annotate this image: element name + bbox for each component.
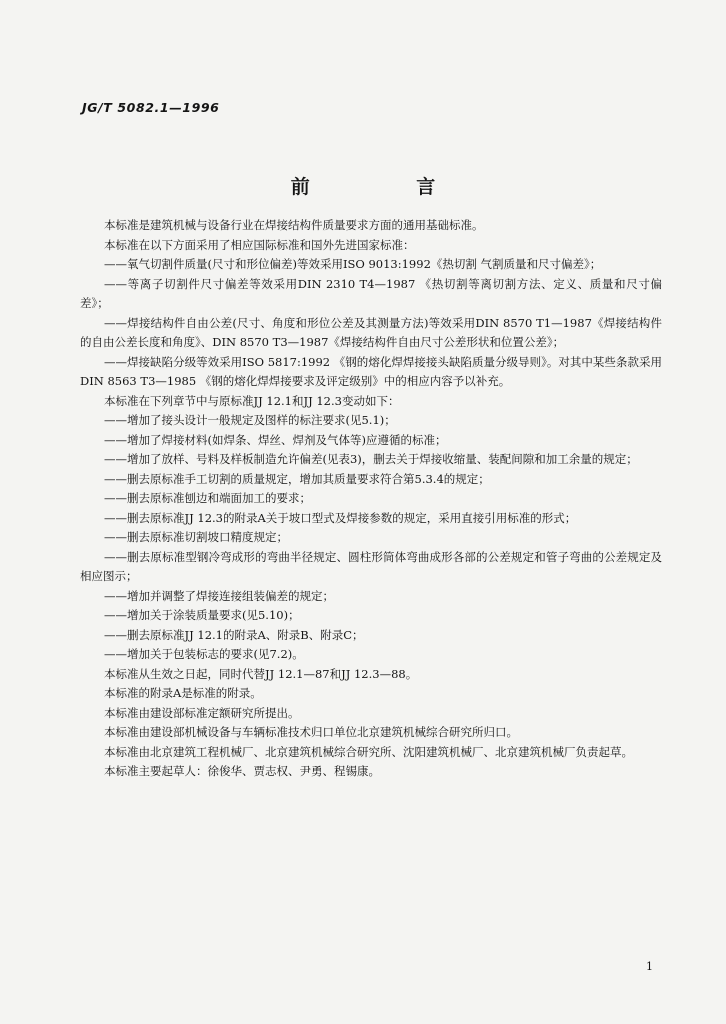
paragraph: ——增加并调整了焊接连接组装偏差的规定； [104, 588, 334, 603]
paragraph: ——删去原标准型钢冷弯成形的弯曲半径规定、圆柱形筒体弯曲成形各部的公差规定和管子弯曲的公差规定及相应图示； [80, 549, 662, 583]
paragraph: ——焊接缺陷分级等效采用ISO 5817:1992 《钢的熔化焊焊接接头缺陷质量分级导则》。对其中某些条款采用DIN 8563 T3—1985 《钢的熔化焊焊接要求及评定级别》中的相应内容予以补充。 [80, 354, 662, 388]
paragraph: ——增加关于包装标志的要求(见7.2)。 [104, 647, 304, 661]
paragraph: ——焊接结构件自由公差(尺寸、角度和形位公差及其测量方法)等效采用DIN 8570 T1—1987《焊接结构件的自由公差长度和角度》、DIN 8570 T3—1987《焊接结构件自由尺寸公差形状和位置公差》； [80, 315, 662, 349]
paragraph: 本标准是建筑机械与设备行业在焊接结构件质量要求方面的通用基础标准。 [104, 218, 484, 232]
paragraph: 本标准由建设部机械设备与车辆标准技术归口单位北京建筑机械综合研究所归口。 [104, 725, 518, 739]
paragraph: 本标准由北京建筑工程机械厂、北京建筑机械综合研究所、沈阳建筑机械厂、北京建筑机械厂负责起草。 [104, 744, 633, 759]
page-title: 前 言 [290, 176, 486, 198]
standard-code: JG/T 5082.1—1996 [82, 100, 220, 115]
paragraph: ——增加了放样、号料及样板制造允许偏差(见表3)，删去关于焊接收缩量、装配间隙和加工余量的规定； [104, 452, 638, 466]
paragraph: ——氧气切割件质量(尺寸和形位偏差)等效采用ISO 9013:1992《热切割 气割质量和尺寸偏差》； [104, 257, 602, 271]
paragraph: ——删去原标准手工切割的质量规定，增加其质量要求符合第5.3.4的规定； [104, 471, 490, 486]
paragraph: ——等离子切割件尺寸偏差等效采用DIN 2310 T4—1987 《热切割等离切割方法、定义、质量和尺寸偏差》； [80, 276, 662, 310]
page-number: 1 [646, 960, 653, 973]
paragraph: 本标准主要起草人：徐俊华、贾志权、尹勇、程锡康。 [104, 764, 380, 778]
paragraph: ——增加了焊接材料(如焊条、焊丝、焊剂及气体等)应遵循的标准； [104, 432, 447, 447]
paragraph: 本标准的附录A是标准的附录。 [104, 686, 262, 700]
paragraph: ——删去原标准JJ 12.1的附录A、附录B、附录C； [104, 627, 364, 642]
paragraph: 本标准在以下方面采用了相应国际标准和国外先进国家标准： [104, 237, 415, 252]
paragraph: ——删去原标准刨边和端面加工的要求； [104, 491, 311, 505]
paragraph: ——删去原标准JJ 12.3的附录A关于坡口型式及焊接参数的规定，采用直接引用标准的形式； [104, 510, 577, 525]
paragraph: 本标准从生效之日起，同时代替JJ 12.1—87和JJ 12.3—88。 [104, 666, 418, 681]
paragraph: 本标准由建设部标准定额研究所提出。 [104, 705, 300, 720]
paragraph: ——删去原标准切割坡口精度规定； [104, 530, 288, 544]
paragraph: ——增加了接头设计一般规定及图样的标注要求(见5.1)； [104, 413, 396, 427]
paragraph: ——增加关于涂装质量要求(见5.10)； [104, 608, 300, 622]
paragraph: 本标准在下列章节中与原标准JJ 12.1和JJ 12.3变动如下： [104, 393, 400, 408]
foreword-body [80, 216, 662, 782]
